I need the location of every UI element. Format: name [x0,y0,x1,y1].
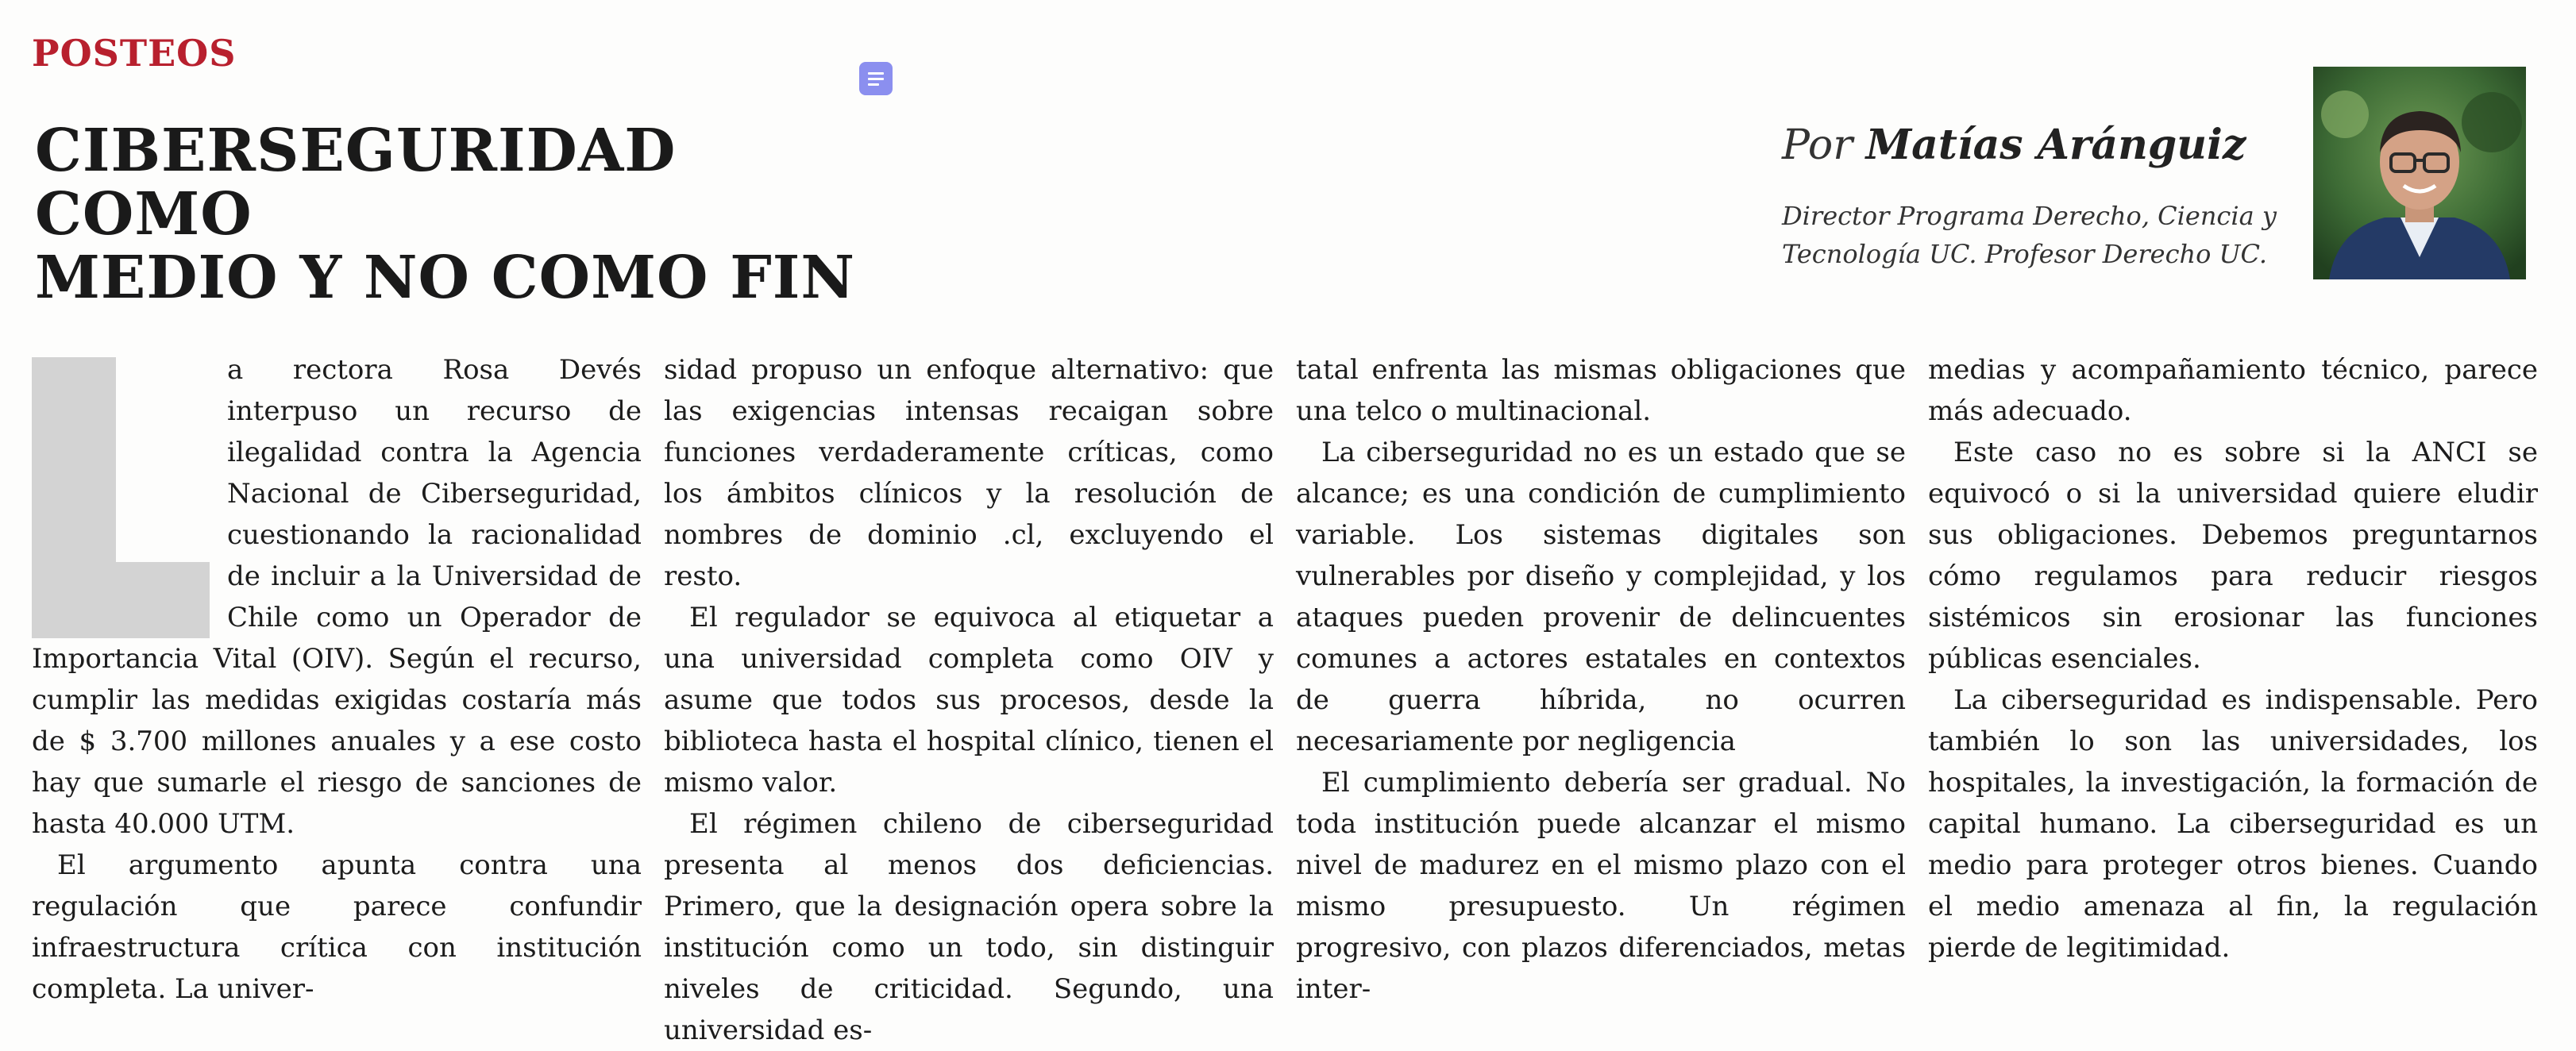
article-column-3 [1296,349,1906,1010]
article-paragraph: La ciberseguridad no es un estado que se alcance; es una condición de cumplimiento variable. Los sistemas digitales son vulnerables por diseño y complejidad, y los ataques pueden provenir de delincuentes comunes a actores estatales en contextos de guerra híbrida, no ocurren necesariamente por negligencia [1296,437,1906,757]
drop-cap [32,357,210,638]
author-photo-illustration [2313,67,2526,279]
article-paragraph: El regulador se equivoca al etiquetar a una universidad completa como OIV y asume que todos sus procesos, desde la biblioteca hasta el hospital clínico, tienen el mismo valor. [664,602,1274,799]
article-paragraph: Este caso no es sobre si la ANCI se equivocó o si la universidad quiere eludir sus obligaciones. Debemos preguntarnos cómo regulamos para reducir riesgos sistémicos sin erosionar las funciones públicas esenciales. [1928,437,2538,675]
byline [1782,121,2246,169]
headline-line-1: CIBERSEGURIDAD COMO [35,117,677,248]
headline-line-2: MEDIO Y NO COMO FIN [35,244,856,312]
section-label: POSTEOS [32,32,237,75]
avatar [2313,67,2526,279]
drop-cap-letter-l [32,357,210,638]
article-paragraph: medias y acompañamiento técnico, parece más adecuado. [1928,354,2538,427]
article-paragraph: El régimen chileno de ciberseguridad presenta al menos dos deficiencias. Primero, que la designación opera sobre la institución como un todo, sin distinguir niveles de criticidad. Segundo, una universidad es- [664,808,1274,1046]
article-paragraph: El cumplimiento debería ser gradual. No toda institución puede alcanzar el mismo nivel de madurez en el mismo plazo con el mismo presupuesto. Un régimen progresivo, con plazos diferenciados, metas inter- [1296,767,1906,1005]
author-name: Matías Aránguiz [1865,121,2246,169]
article-paragraph: sidad propuso un enfoque alternativo: que las exigencias intensas recaigan sobre funciones verdaderamente críticas, como los ámbitos clínicos y la resolución de nombres de dominio .cl, excluyendo el resto. [664,354,1274,592]
author-role: Director Programa Derecho, Ciencia y Tecnología UC. Profesor Derecho UC. [1782,201,2277,269]
article-paragraph: El argumento apunta contra una regulación que parece confundir infraestructura crítica con institución completa. La univer- [32,849,642,1005]
article-column-1 [32,349,642,1010]
article-column-2 [664,349,1274,1051]
article-paragraph: a rectora Rosa Devés interpuso un recurso de ilegalidad contra la Agencia Nacional de Ciberseguridad, cuestionando la racionalidad de incluir a la Universidad de Chile como un Operador de Importancia Vital (OIV). Según el recurso, cumplir las medidas exigidas costaría más de $ 3.700 millones anuales y a ese costo hay que sumarle el riesgo de sanciones de hasta 40.000 UTM. [32,354,642,840]
headline [35,119,908,310]
article-paragraph: La ciberseguridad es indispensable. Pero también lo son las universidades, los hospitales, la investigación, la formación de capital humano. La ciberseguridad es un medio para proteger otros bienes. Cuando el medio amenaza al fin, la regulación pierde de legitimidad. [1928,684,2538,964]
article-paragraph: tatal enfrenta las mismas obligaciones que una telco o multinacional. [1296,354,1906,427]
note-icon[interactable] [859,62,893,95]
article-column-4 [1928,349,2538,968]
byline-prefix: Por [1782,121,1853,169]
